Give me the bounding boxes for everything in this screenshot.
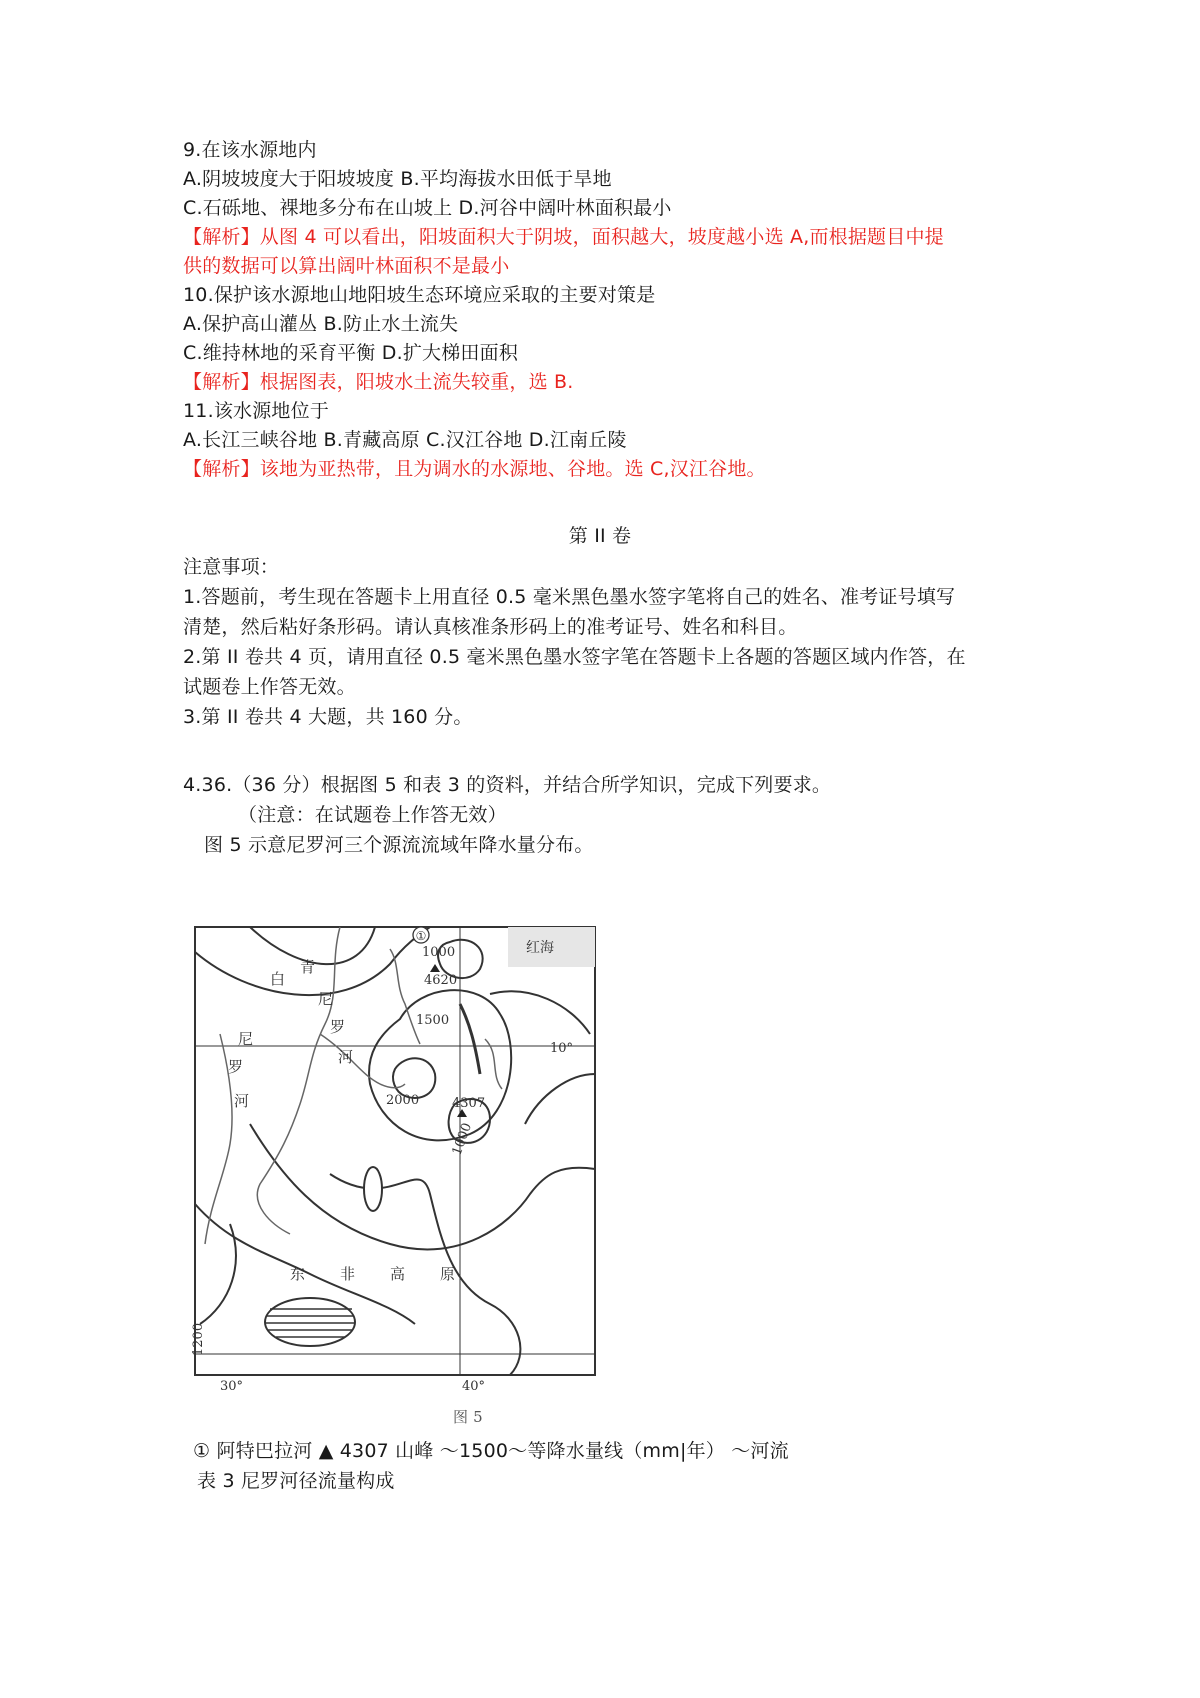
map-svg: [190, 924, 600, 1394]
lake-victoria: [265, 1298, 355, 1346]
river-label-he-white: 河: [234, 1092, 250, 1110]
river-label-luo-white: 罗: [228, 1058, 244, 1076]
isohyet-2000: [393, 1058, 435, 1098]
notice-item-2a: 2.第 II 卷共 4 页，请用直径 0.5 毫米黑色墨水签字笔在答题卡上各题的答题区域内作答，在: [183, 646, 966, 668]
notice-item-1a: 1.答题前，考生现在答题卡上用直径 0.5 毫米黑色墨水签字笔将自己的姓名、准考证号填写: [183, 586, 956, 608]
river-coast: [460, 1004, 480, 1074]
q36-figure-description: 图 5 示意尼罗河三个源流流域年降水量分布。: [204, 834, 594, 856]
notice-item-2b: 试题卷上作答无效。: [183, 676, 356, 698]
plateau-label-1: 东: [290, 1265, 306, 1283]
q9-options-ab: A.阴坡坡度大于阳坡坡度 B.平均海拔水田低于旱地: [183, 168, 612, 190]
peak-label-4620: 4620: [424, 973, 458, 988]
q36-note: （注意：在试题卷上作答无效）: [238, 804, 507, 826]
section-title: 第 II 卷: [568, 525, 632, 547]
river-atbara: [390, 949, 420, 1044]
notice-item-3: 3.第 II 卷共 4 大题，共 160 分。: [183, 706, 473, 728]
triangle-peak-icon: [430, 964, 440, 972]
q9-analysis-line-2: 供的数据可以算出阔叶林面积不是最小: [183, 255, 510, 277]
river-label-ni-white: 尼: [238, 1030, 254, 1048]
q10-stem: 10.保护该水源地山地阳坡生态环境应采取的主要对策是: [183, 284, 656, 306]
river-label-bai: 白: [270, 970, 286, 988]
lake: [364, 1167, 382, 1211]
q11-options: A.长江三峡谷地 B.青藏高原 C.汉江谷地 D.江南丘陵: [183, 429, 627, 451]
isohyet-east: [490, 991, 595, 1124]
q11-analysis: 【解析】该地为亚热带，且为调水的水源地、谷地。选 C,汉江谷地。: [183, 458, 766, 480]
longitude-label-40: 40°: [462, 1379, 486, 1394]
river-label-ni-blue: 尼: [318, 990, 334, 1008]
river-label-qing: 青: [300, 958, 316, 976]
isohyet-south: [330, 1174, 520, 1375]
q11-stem: 11.该水源地位于: [183, 400, 330, 422]
figure-legend: ① 阿特巴拉河 ▲ 4307 山峰 ～1500～等降水量线（mm|年） ～河流: [193, 1440, 789, 1462]
contour-label-2000: 2000: [386, 1093, 420, 1108]
figure-5-map: [190, 924, 600, 1394]
q9-options-cd: C.石砾地、裸地多分布在山坡上 D.河谷中阔叶林面积最小: [183, 197, 672, 219]
q36-stem: 4.36.（36 分）根据图 5 和表 3 的资料，并结合所学知识，完成下列要求。: [183, 774, 832, 796]
longitude-label-30: 30°: [220, 1379, 244, 1394]
contour-label-1500: 1500: [416, 1013, 450, 1028]
q10-analysis: 【解析】根据图表，阳坡水土流失较重，选 B.: [183, 371, 574, 393]
q9-stem: 9.在该水源地内: [183, 139, 317, 161]
red-sea-label: 红海: [526, 940, 554, 956]
peak-label-4307: 4307: [452, 1096, 486, 1111]
q9-analysis-line-1: 【解析】从图 4 可以看出，阳坡面积大于阴坡，面积越大，坡度越小选 A,而根据题目中提: [183, 226, 944, 248]
plateau-label-3: 高: [390, 1265, 406, 1283]
contour-label-1200: 1200: [191, 1322, 206, 1356]
notice-item-1b: 清楚，然后粘好条形码。请认真核准条形码上的准考证号、姓名和科目。: [183, 616, 798, 638]
latitude-label-10: 10°: [550, 1041, 574, 1056]
plateau-label-4: 原: [440, 1265, 456, 1283]
q10-options-cd: C.维持林地的采育平衡 D.扩大梯田面积: [183, 342, 519, 364]
contour-label-1000-right: 1000: [449, 1121, 476, 1158]
figure-caption: 图 5: [453, 1408, 483, 1426]
notice-title: 注意事项：: [183, 556, 280, 578]
q10-options-ab: A.保护高山灌丛 B.防止水土流失: [183, 313, 459, 335]
river-label-luo-blue: 罗: [330, 1018, 346, 1036]
river-label-he-blue: 河: [338, 1048, 354, 1066]
circle-label: ①: [415, 929, 427, 943]
contour-label-1000-top: 1000: [422, 945, 456, 960]
plateau-label-2: 非: [340, 1265, 356, 1283]
table-3-title: 表 3 尼罗河径流量构成: [197, 1470, 395, 1492]
isohyet-central: [250, 1124, 595, 1249]
